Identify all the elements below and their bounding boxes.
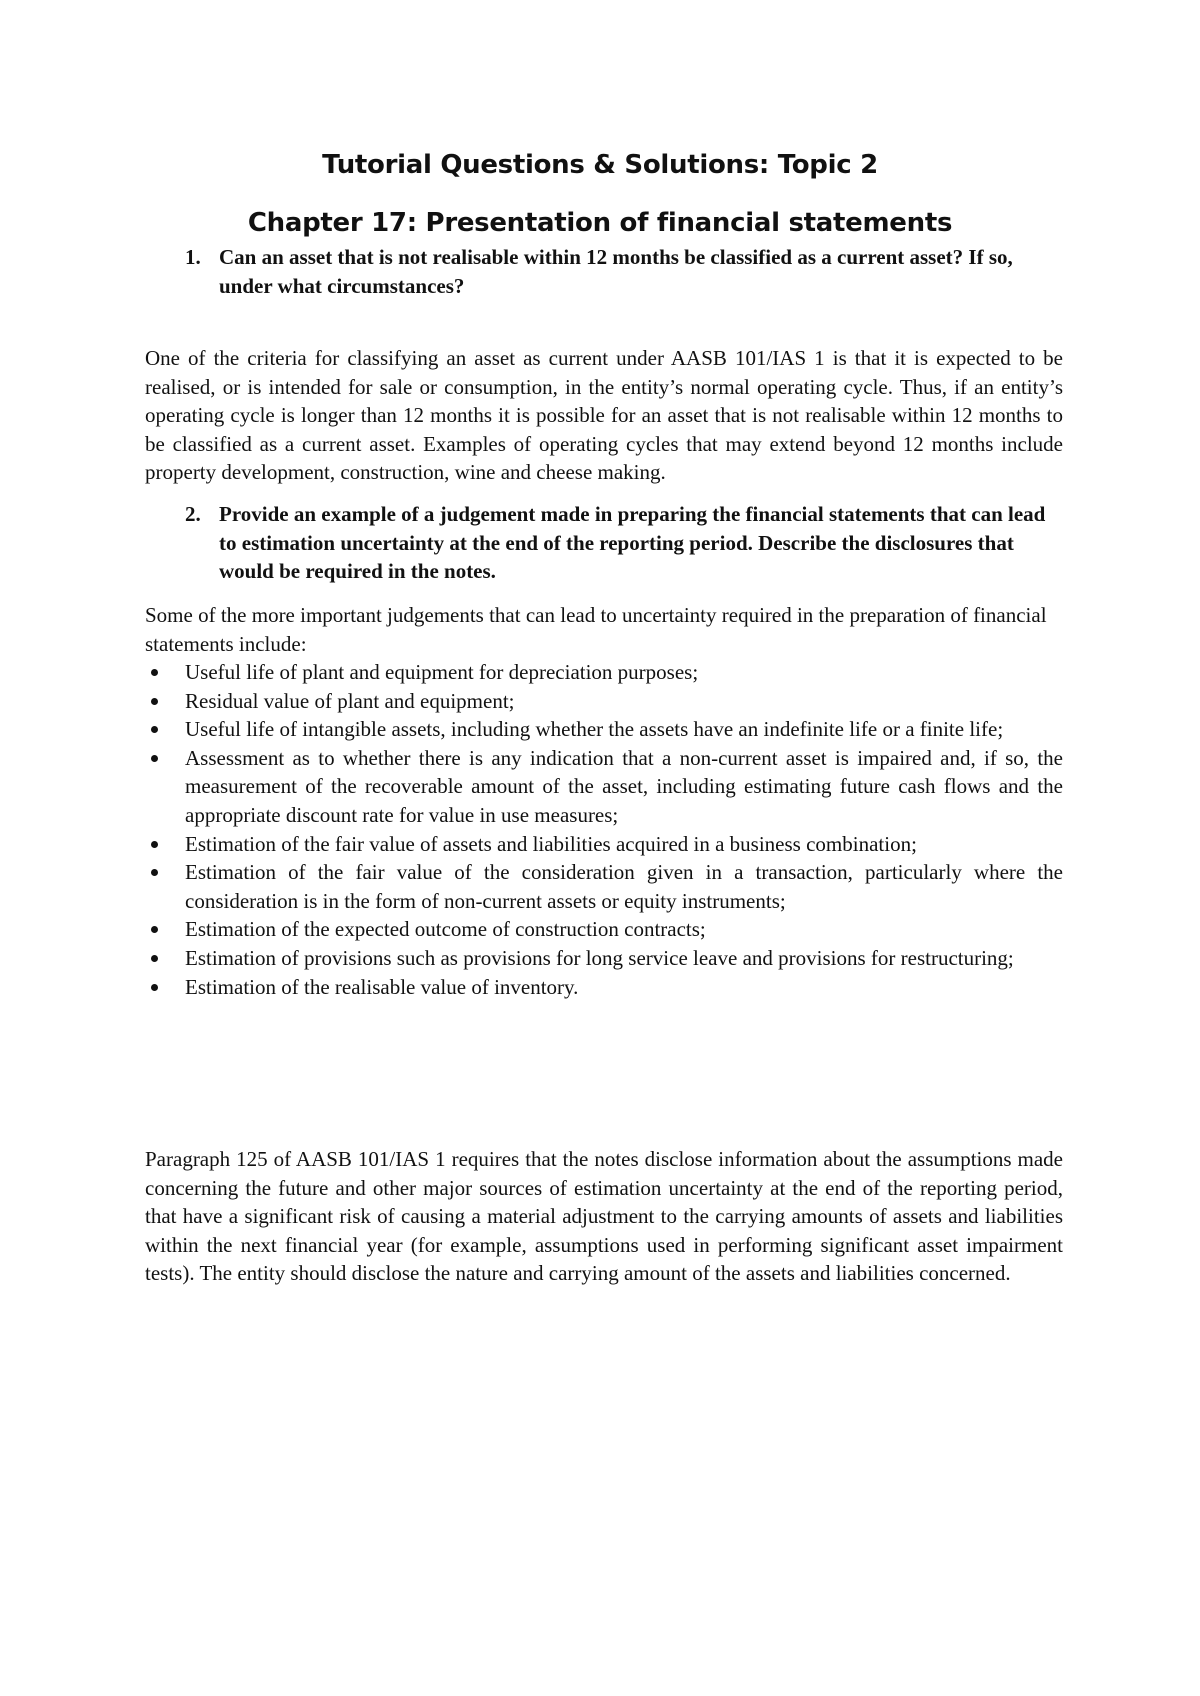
list-item-text: Estimation of the fair value of assets and liabilities acquired in a business combination;	[185, 831, 917, 856]
list-item	[145, 715, 1063, 744]
bullet-icon	[151, 984, 158, 991]
list-item-text: Estimation of the expected outcome of construction contracts;	[185, 917, 706, 942]
question-number: 2.	[185, 502, 201, 526]
list-item-text: Estimation of provisions such as provisions for long service leave and provisions for restructuring;	[185, 945, 1014, 970]
list-item	[145, 830, 1063, 859]
document-title: Tutorial Questions & Solutions: Topic 2	[322, 150, 878, 180]
list-item-text: Useful life of intangible assets, including whether the assets have an indefinite life or a finite life;	[185, 717, 1004, 742]
list-item-text: Estimation of the fair value of the consideration given in a transaction, particularly where the consideration is in the form of non-current assets or equity instruments;	[185, 860, 1063, 913]
bullet-icon	[151, 926, 158, 933]
question-text: Can an asset that is not realisable within 12 months be classified as a current asset? If so, under what circumstances?	[219, 245, 1013, 298]
list-item	[145, 915, 1063, 944]
bullet-icon	[151, 669, 158, 676]
answer-2-intro: Some of the more important judgements that can lead to uncertainty required in the preparation of financial statements include:	[145, 603, 1047, 656]
list-item-text: Assessment as to whether there is any indication that a non-current asset is impaired and, if so, the measurement of the recoverable amount of the asset, including estimating future cash flows and the appropriate discount rate for value in use measures;	[185, 745, 1063, 827]
list-item	[145, 658, 1063, 687]
list-item-text: Useful life of plant and equipment for depreciation purposes;	[185, 660, 699, 684]
list-item	[145, 744, 1063, 830]
question-2	[145, 500, 1063, 586]
bullet-icon	[151, 726, 158, 733]
list-item	[145, 973, 1063, 1002]
list-item	[145, 858, 1063, 915]
answer-2-conclusion: Paragraph 125 of AASB 101/IAS 1 requires that the notes disclose information about the assumptions made concerning the future and other major sources of estimation uncertainty at the end of the reporting period, that have a significant risk of causing a material adjustment to the carrying amounts of assets and liabilities within the next financial year (for example, assumptions used in performing significant asset impairment tests). The entity should disclose the nature and carrying amount of the assets and liabilities concerned.	[145, 1147, 1063, 1286]
question-text: Provide an example of a judgement made in preparing the financial statements that can lead to estimation uncertainty at the end of the reporting period. Describe the disclosures that would be required in the notes.	[219, 502, 1046, 584]
judgement-list	[145, 658, 1063, 1001]
list-item	[145, 687, 1063, 716]
chapter-title: Chapter 17: Presentation of financial statements	[247, 208, 953, 238]
answer-1-paragraph: One of the criteria for classifying an asset as current under AASB 101/IAS 1 is that it is expected to be realised, or is intended for sale or consumption, in the entity’s normal operating cycle. Thus, if an entity’s operating cycle is longer than 12 months it is possible for an asset that is not realisable within 12 months to be classified as a current asset. Examples of operating cycles that may extend beyond 12 months include property development, construction, wine and cheese making.	[145, 346, 1063, 485]
bullet-icon	[151, 869, 158, 876]
question-1	[145, 243, 1063, 300]
list-item-text: Residual value of plant and equipment;	[185, 688, 515, 713]
bullet-icon	[151, 841, 158, 848]
bullet-icon	[151, 955, 158, 962]
bullet-icon	[151, 755, 158, 762]
list-item	[145, 944, 1063, 973]
list-item-text: Estimation of the realisable value of inventory.	[185, 974, 579, 999]
bullet-icon	[151, 698, 158, 705]
question-number: 1.	[185, 245, 201, 269]
